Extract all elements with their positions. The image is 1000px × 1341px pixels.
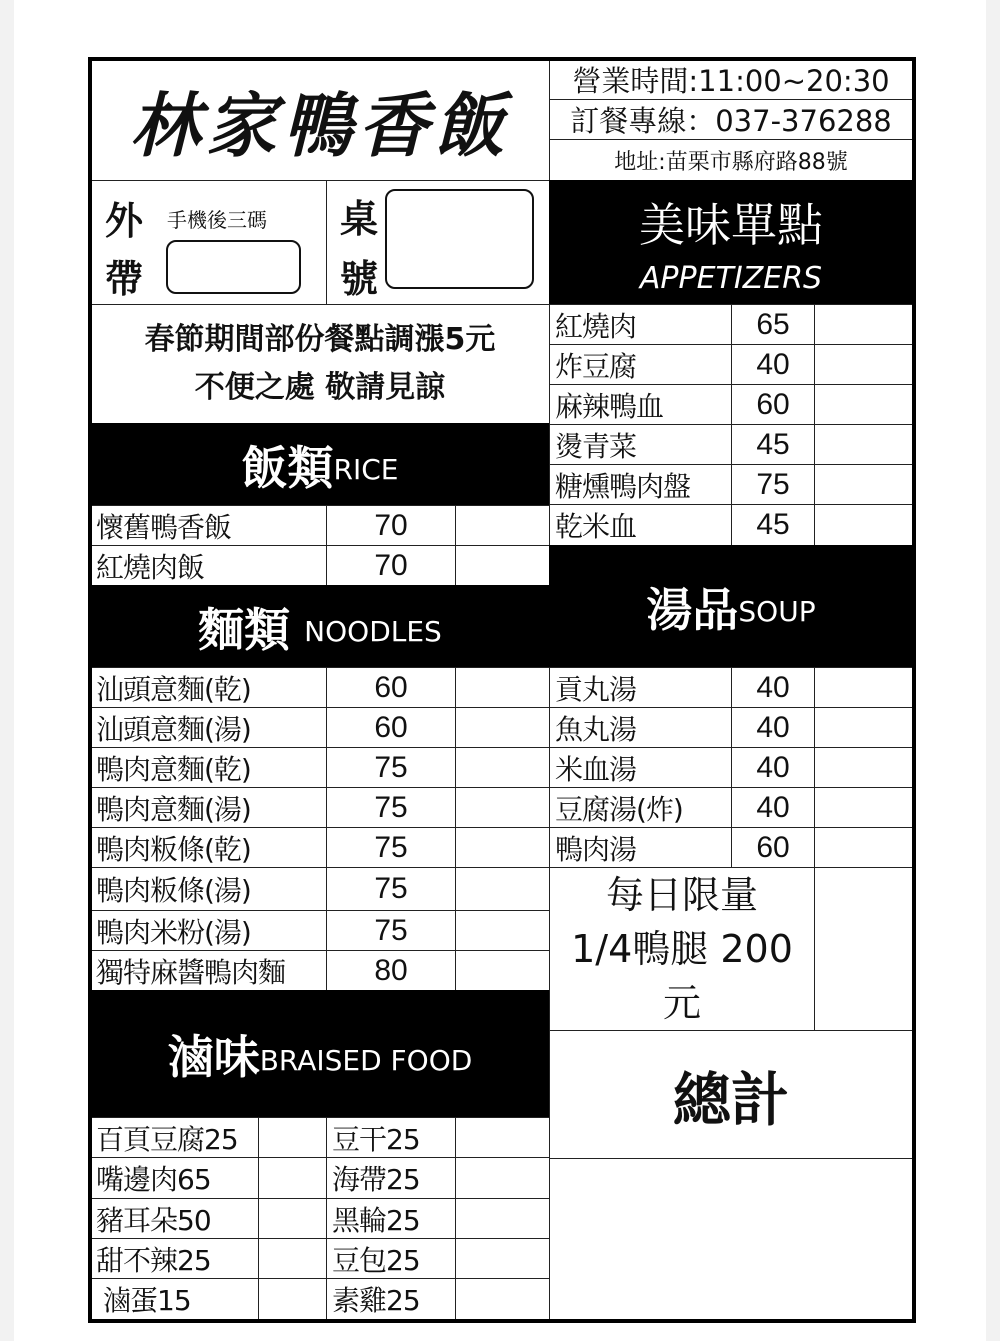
table-number-input[interactable] bbox=[385, 189, 534, 289]
rice-title-zh: 飯類 bbox=[241, 440, 334, 495]
table-label-1: 桌 bbox=[340, 197, 379, 241]
noodle-item-name: 汕頭意麵(乾) bbox=[90, 667, 327, 708]
order-phone: 訂餐專線：037-376288 bbox=[549, 99, 913, 140]
appetizer-item-name: 炸豆腐 bbox=[549, 344, 732, 385]
soup-title-en: SOUP bbox=[738, 595, 816, 628]
noodle-item-price: 80 bbox=[326, 950, 456, 991]
noodle-item-price: 75 bbox=[326, 910, 456, 951]
braised-item-name: 豬耳朵50 bbox=[90, 1198, 259, 1239]
soup-item-qty-input[interactable] bbox=[814, 667, 913, 708]
braised-item-name: 百頁豆腐25 bbox=[90, 1117, 259, 1158]
noodle-item-qty-input[interactable] bbox=[455, 910, 550, 951]
total-amount-field[interactable] bbox=[549, 1158, 913, 1321]
noodle-item-qty-input[interactable] bbox=[455, 787, 550, 828]
soup-item-qty-input[interactable] bbox=[814, 747, 913, 788]
appetizer-item-price: 45 bbox=[731, 504, 815, 546]
rice-item-qty-input[interactable] bbox=[455, 545, 550, 586]
notice-line-1: 春節期間部份餐點調漲5元 bbox=[144, 322, 496, 357]
daily-limited-item bbox=[549, 867, 815, 1031]
noodle-item-name: 獨特麻醬鴨肉麵 bbox=[90, 950, 327, 991]
appetizer-item-price: 40 bbox=[731, 344, 815, 385]
takeaway-label-1: 外 bbox=[105, 199, 144, 243]
limited-line-3: 元 bbox=[662, 981, 701, 1025]
noodle-item-price: 60 bbox=[326, 707, 456, 748]
braised-item-qty-input[interactable] bbox=[455, 1198, 550, 1239]
noodle-item-price: 75 bbox=[326, 787, 456, 828]
appetizer-item-qty-input[interactable] bbox=[814, 464, 913, 505]
appetizers-title-zh: 美味單點 bbox=[639, 198, 823, 252]
rice-item-price: 70 bbox=[326, 505, 456, 546]
braised-item-qty-input[interactable] bbox=[258, 1117, 327, 1158]
noodle-item-name: 鴨肉米粉(湯) bbox=[90, 910, 327, 951]
price-notice bbox=[90, 304, 550, 424]
rice-title-en: RICE bbox=[333, 453, 399, 486]
restaurant-name: 林家鴨香飯 bbox=[130, 83, 510, 167]
braised-item-name: 豆包25 bbox=[326, 1238, 456, 1279]
soup-item-name: 豆腐湯(炸) bbox=[549, 787, 732, 828]
section-header-rice bbox=[90, 423, 550, 506]
total-label: 總計 bbox=[549, 1030, 913, 1159]
appetizer-item-qty-input[interactable] bbox=[814, 304, 913, 345]
table-label-2: 號 bbox=[340, 257, 379, 301]
noodle-item-name: 汕頭意麵(湯) bbox=[90, 707, 327, 748]
appetizer-item-qty-input[interactable] bbox=[814, 424, 913, 465]
soup-item-price: 40 bbox=[731, 747, 815, 788]
appetizer-item-price: 75 bbox=[731, 464, 815, 505]
soup-item-name: 魚丸湯 bbox=[549, 707, 732, 748]
braised-item-qty-input[interactable] bbox=[455, 1278, 550, 1320]
braised-item-qty-input[interactable] bbox=[258, 1198, 327, 1239]
braised-item-name: 素雞25 bbox=[326, 1278, 456, 1320]
noodle-item-name: 鴨肉意麵(乾) bbox=[90, 747, 327, 788]
section-header-appetizers bbox=[549, 180, 913, 305]
section-header-noodles bbox=[90, 585, 550, 668]
appetizer-item-qty-input[interactable] bbox=[814, 384, 913, 425]
business-hours: 營業時間:11:00~20:30 bbox=[549, 59, 913, 100]
section-header-soup bbox=[549, 545, 913, 668]
braised-item-qty-input[interactable] bbox=[455, 1117, 550, 1158]
braised-item-name: 滷蛋15 bbox=[90, 1278, 259, 1320]
rice-item-name: 紅燒肉飯 bbox=[90, 545, 327, 586]
section-header-braised bbox=[90, 990, 550, 1118]
soup-title-zh: 湯品 bbox=[646, 582, 739, 637]
notice-line-2: 不便之處 敬請見諒 bbox=[194, 370, 446, 405]
noodle-item-qty-input[interactable] bbox=[455, 747, 550, 788]
braised-item-qty-input[interactable] bbox=[258, 1157, 327, 1199]
noodle-item-qty-input[interactable] bbox=[455, 827, 550, 868]
address: 地址:苗栗市縣府路88號 bbox=[549, 139, 913, 181]
braised-title-en: BRAISED FOOD bbox=[259, 1043, 473, 1077]
soup-item-qty-input[interactable] bbox=[814, 827, 913, 868]
soup-item-qty-input[interactable] bbox=[814, 787, 913, 828]
braised-item-name: 黑輪25 bbox=[326, 1198, 456, 1239]
appetizer-item-name: 燙青菜 bbox=[549, 424, 732, 465]
noodle-item-name: 鴨肉意麵(湯) bbox=[90, 787, 327, 828]
appetizer-item-name: 乾米血 bbox=[549, 504, 732, 546]
braised-item-qty-input[interactable] bbox=[455, 1157, 550, 1199]
noodle-item-price: 75 bbox=[326, 827, 456, 868]
phone-last3-input[interactable] bbox=[166, 240, 301, 294]
limited-line-2: 1/4鴨腿 200 bbox=[571, 927, 793, 971]
phone-last3-label: 手機後三碼 bbox=[167, 208, 267, 232]
braised-item-name: 豆干25 bbox=[326, 1117, 456, 1158]
noodle-item-qty-input[interactable] bbox=[455, 707, 550, 748]
noodle-item-name: 鴨肉粄條(乾) bbox=[90, 827, 327, 868]
appetizer-item-name: 紅燒肉 bbox=[549, 304, 732, 345]
soup-item-name: 貢丸湯 bbox=[549, 667, 732, 708]
rice-item-price: 70 bbox=[326, 545, 456, 586]
soup-item-name: 米血湯 bbox=[549, 747, 732, 788]
takeaway-label-2: 帶 bbox=[105, 257, 144, 301]
appetizer-item-price: 65 bbox=[731, 304, 815, 345]
noodle-item-price: 75 bbox=[326, 747, 456, 788]
soup-item-price: 40 bbox=[731, 787, 815, 828]
appetizer-item-price: 60 bbox=[731, 384, 815, 425]
noodle-item-price: 75 bbox=[326, 867, 456, 911]
braised-item-name: 甜不辣25 bbox=[90, 1238, 259, 1279]
soup-item-price: 40 bbox=[731, 707, 815, 748]
appetizer-item-name: 麻辣鴨血 bbox=[549, 384, 732, 425]
braised-item-qty-input[interactable] bbox=[455, 1238, 550, 1279]
braised-item-name: 海帶25 bbox=[326, 1157, 456, 1199]
limited-line-1: 每日限量 bbox=[605, 873, 758, 917]
soup-item-qty-input[interactable] bbox=[814, 707, 913, 748]
braised-title-zh: 滷味 bbox=[167, 1030, 260, 1084]
noodles-title-zh: 麵類 bbox=[198, 602, 291, 657]
restaurant-title bbox=[90, 59, 550, 181]
appetizer-item-name: 糖燻鴨肉盤 bbox=[549, 464, 732, 505]
limited-item-qty-input[interactable] bbox=[814, 867, 913, 1031]
braised-item-qty-input[interactable] bbox=[258, 1238, 327, 1279]
braised-item-qty-input[interactable] bbox=[258, 1278, 327, 1320]
soup-item-name: 鴨肉湯 bbox=[549, 827, 732, 868]
noodle-item-qty-input[interactable] bbox=[455, 950, 550, 991]
appetizer-item-qty-input[interactable] bbox=[814, 344, 913, 385]
noodle-item-qty-input[interactable] bbox=[455, 667, 550, 708]
noodles-title-en: NOODLES bbox=[304, 615, 442, 648]
soup-item-price: 40 bbox=[731, 667, 815, 708]
soup-item-price: 60 bbox=[731, 827, 815, 868]
braised-item-name: 嘴邊肉65 bbox=[90, 1157, 259, 1199]
noodle-item-name: 鴨肉粄條(湯) bbox=[90, 867, 327, 911]
appetizers-title-en: APPETIZERS bbox=[639, 261, 823, 296]
appetizer-item-qty-input[interactable] bbox=[814, 504, 913, 546]
rice-item-name: 懷舊鴨香飯 bbox=[90, 505, 327, 546]
noodle-item-qty-input[interactable] bbox=[455, 867, 550, 911]
appetizer-item-price: 45 bbox=[731, 424, 815, 465]
noodle-item-price: 60 bbox=[326, 667, 456, 708]
rice-item-qty-input[interactable] bbox=[455, 505, 550, 546]
